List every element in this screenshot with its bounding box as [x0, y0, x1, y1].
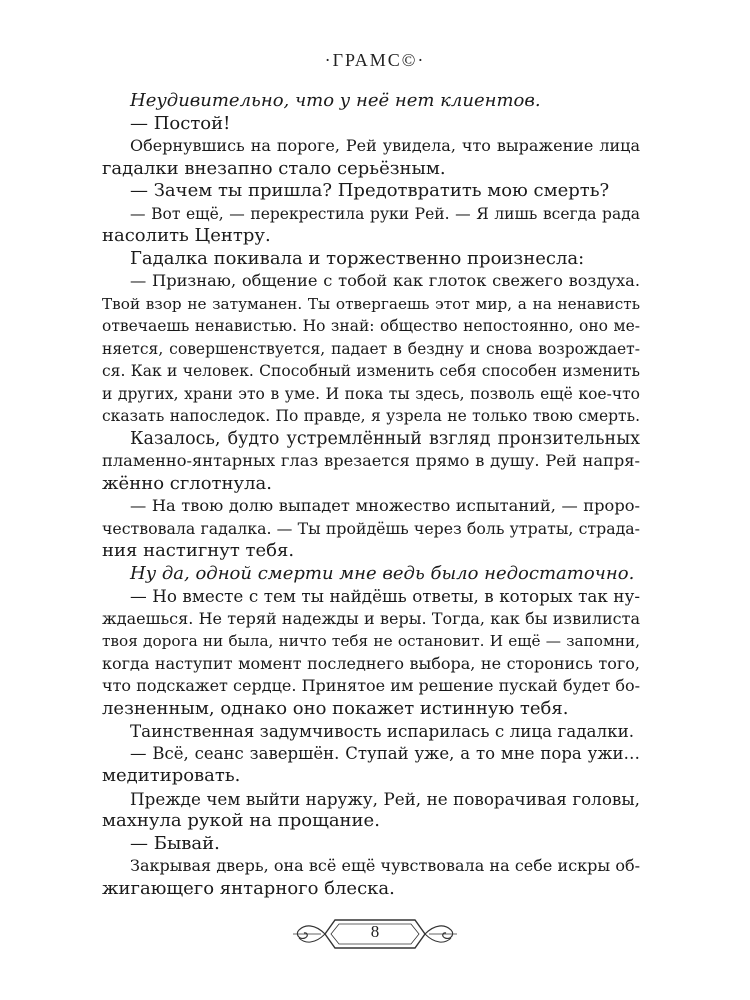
text-line: отвечаешь ненавистью. Но знай: общество непостоянно, оно ме- — [102, 317, 640, 335]
text-line: жённо сглотнула. — [102, 472, 272, 494]
text-line: Гадалка покивала и торжественно произнесла: — [130, 247, 585, 269]
text-line: что подскажет сердце. Принятое им решение пускай будет бо- — [102, 676, 640, 695]
text-line: няется, совершенствуется, падает в бездну и снова возрождает- — [102, 339, 640, 358]
text-line: медитировать. — [102, 765, 241, 786]
text-line: лезненным, однако оно покажет истинную тебя. — [102, 697, 569, 719]
text-line: ния настигнут тебя. — [102, 540, 295, 561]
text-line: — Но вместе с тем ты найдёшь ответы, в которых так ну- — [130, 586, 640, 606]
text-line: жигающего янтарного блеска. — [102, 877, 395, 899]
text-line: Закрывая дверь, она всё ещё чувствовала на себе искры об- — [130, 856, 640, 875]
text-line: махнула рукой на прощание. — [102, 810, 380, 831]
running-head: ·ГРАМС©· — [324, 50, 426, 70]
text-line: — Бывай. — [130, 832, 220, 854]
text-line: насолить Центру. — [102, 225, 271, 246]
page-number: 8 — [370, 922, 380, 941]
text-line: пламенно-янтарных глаз врезается прямо в душу. Рей напря- — [102, 451, 640, 470]
text-line: Таинственная задумчивость испарилась с лица гадалки. — [130, 721, 635, 741]
text-line: — Признаю, общение с тобой как глоток свежего воздуха. — [130, 271, 640, 290]
page-footer — [285, 910, 465, 958]
text-line: Прежде чем выйти наружу, Рей, не поворачивая головы, — [130, 788, 640, 809]
text-line: — Постой! — [130, 112, 231, 134]
text-line: — На твою долю выпадет множество испытаний, — проро- — [130, 496, 640, 515]
text-line: Твой взор не затуманен. Ты отвергаешь этот мир, а на ненависть — [102, 294, 640, 313]
text-line: — Вот ещё, — перекрестила руки Рей. — Я лишь всегда рада — [130, 204, 640, 223]
text-line: ся. Как и человек. Способный изменить себя способен изменить — [102, 362, 640, 380]
text-line: Ну да, одной смерти мне ведь было недостаточно. — [130, 562, 635, 584]
text-line: сказать напоследок. По правде, я узрела не только твою смерть. — [102, 407, 640, 425]
text-line: чествовала гадалка. — Ты пройдёшь через боль утраты, страда- — [102, 518, 640, 538]
text-line: Неудивительно, что у неё нет клиентов. — [130, 90, 541, 111]
text-line: и других, храни это в уме. И пока ты здесь, позволь ещё кое-что — [102, 384, 640, 403]
text-line: твоя дорога ни была, ничто тебя не остановит. И ещё — запомни, — [102, 632, 640, 650]
text-line: — Зачем ты пришла? Предотвратить мою смерть? — [130, 180, 610, 201]
body-text — [102, 90, 640, 900]
text-line: Казалось, будто устремлённый взгляд пронзительных — [130, 428, 640, 449]
text-line: ждаешься. Не теряй надежды и веры. Тогда, как бы извилиста — [102, 608, 640, 628]
text-line: — Всё, сеанс завершён. Ступай уже, а то мне пора ужи… — [130, 743, 640, 763]
text-line: гадалки внезапно стало серьёзным. — [102, 157, 446, 179]
text-line: Обернувшись на пороге, Рей увидела, что выражение лица — [130, 136, 640, 155]
text-line: когда наступит момент последнего выбора, не сторонись того, — [102, 653, 640, 673]
